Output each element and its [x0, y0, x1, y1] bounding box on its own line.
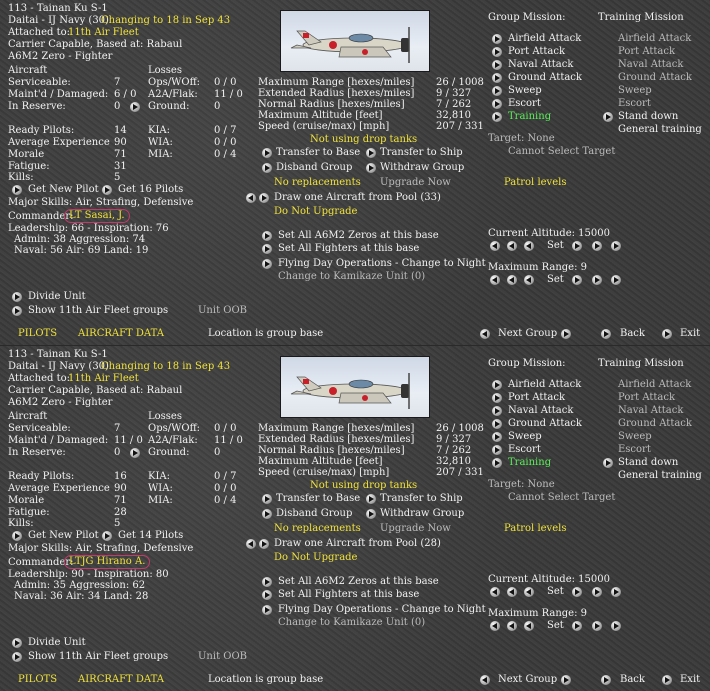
transfer-base-icon[interactable]	[262, 494, 272, 504]
mission-radio-icon[interactable]	[492, 458, 502, 468]
range-increase-icon[interactable]	[592, 275, 602, 285]
max-range: Maximum Range: 9	[488, 262, 588, 273]
morale-label: Morale	[8, 495, 45, 506]
range-increase-icon[interactable]	[572, 275, 582, 285]
show-groups-icon[interactable]	[12, 306, 22, 316]
reserve-label: In Reserve:	[8, 447, 66, 458]
mission-radio-icon[interactable]	[492, 73, 502, 83]
set-fighters-button[interactable]: Set All Fighters at this base	[278, 589, 420, 600]
changing-note: Changing to 18 in Sep 43	[101, 15, 231, 26]
spec-label: Speed (cruise/max) [mph]	[258, 121, 390, 132]
drop-tanks-note[interactable]: Not using drop tanks	[310, 134, 418, 145]
spec-value: 207 / 331	[436, 467, 484, 478]
kia-value: 0 / 7	[214, 471, 237, 482]
transfer-ship-icon[interactable]	[366, 494, 376, 504]
altitude-decrease-icon[interactable]	[524, 587, 534, 597]
avg-exp-value: 90	[114, 137, 127, 148]
attached-value[interactable]: 11th Air Fleet	[68, 27, 139, 38]
reserve-value: 0	[114, 447, 121, 458]
wia-label: WIA:	[148, 137, 173, 148]
mission-item[interactable]: Airfield Attack	[508, 379, 582, 390]
disband-icon[interactable]	[262, 509, 272, 519]
ready-pilots-label: Ready Pilots:	[8, 125, 75, 136]
unit-panel	[0, 0, 710, 345]
mission-radio-icon[interactable]	[492, 406, 502, 416]
carrier-info: Carrier Capable, Based at: Rabaul	[8, 39, 183, 50]
general-training[interactable]: General training	[618, 470, 702, 481]
range-increase-icon[interactable]	[572, 621, 582, 631]
kills-value: 5	[114, 518, 121, 529]
mission-item[interactable]: Escort	[508, 444, 541, 455]
spec-label: Maximum Altitude [feet]	[258, 456, 383, 467]
spec-label: Maximum Altitude [feet]	[258, 110, 383, 121]
admin-stats: Admin: 35 Aggression: 62	[14, 580, 146, 591]
next-group-button[interactable]: Next Group	[498, 674, 558, 685]
mission-radio-icon[interactable]	[492, 99, 502, 109]
divide-unit-button[interactable]: Divide Unit	[28, 637, 86, 648]
transfer-base-button[interactable]: Transfer to Base	[276, 493, 361, 504]
divide-unit-icon[interactable]	[12, 292, 22, 302]
morale-value: 71	[114, 149, 127, 160]
reserve-label: In Reserve:	[8, 101, 66, 112]
group-mission-value: Training Mission	[598, 12, 684, 23]
spec-label: Extended Radius [hexes/miles]	[258, 434, 415, 445]
get-pilots-button[interactable]: Get 14 Pilots	[118, 530, 184, 541]
morale-value: 71	[114, 495, 127, 506]
show-groups-button[interactable]: Show 11th Air Fleet groups	[28, 651, 169, 662]
secondary-mission-item[interactable]: Ground Attack	[618, 72, 692, 83]
spec-value: 26 / 1008	[436, 77, 484, 88]
stand-down-icon[interactable]	[603, 458, 613, 468]
transfer-ship-button[interactable]: Transfer to Ship	[380, 493, 463, 504]
ready-pilots-value: 16	[114, 471, 127, 482]
exit-icon[interactable]	[662, 329, 672, 339]
upgrade-now-button[interactable]: Upgrade Now	[380, 177, 451, 188]
secondary-mission-item[interactable]: Sweep	[618, 85, 652, 96]
avg-exp-value: 90	[114, 483, 127, 494]
maintd-value: 11 / 0	[114, 435, 143, 446]
mission-radio-icon[interactable]	[492, 60, 502, 70]
secondary-mission-item[interactable]: Ground Attack	[618, 418, 692, 429]
mission-item[interactable]: Escort	[508, 98, 541, 109]
pool-prev-icon[interactable]	[246, 539, 256, 549]
unit-org: Daitai - IJ Navy (30)	[8, 15, 109, 26]
mission-radio-icon[interactable]	[492, 419, 502, 429]
unit-oob-button[interactable]: Unit OOB	[198, 651, 248, 662]
unit-name: 113 - Tainan Ku S-1	[8, 3, 108, 14]
leadership-stats: Leadership: 90 - Inspiration: 80	[8, 569, 169, 580]
draw-pool-button[interactable]: Draw one Aircraft from Pool (28)	[274, 538, 441, 549]
avg-exp-label: Average Experience	[8, 137, 110, 148]
mission-item[interactable]: Training	[508, 457, 552, 468]
range-increase-icon[interactable]	[611, 621, 621, 631]
changing-note: Changing to 18 in Sep 43	[101, 361, 231, 372]
general-training[interactable]: General training	[618, 124, 702, 135]
unit-org: Daitai - IJ Navy (30)	[8, 361, 109, 372]
spec-value: 9 / 327	[436, 434, 472, 445]
location-note: Location is group base	[208, 328, 324, 339]
withdraw-button[interactable]: Withdraw Group	[380, 508, 465, 519]
draw-pool-button[interactable]: Draw one Aircraft from Pool (33)	[274, 192, 441, 203]
kamikaze-button[interactable]: Change to Kamikaze Unit (0)	[278, 617, 426, 628]
target-label: Target: None	[488, 133, 555, 144]
mission-radio-icon[interactable]	[492, 432, 502, 442]
altitude-increase-icon[interactable]	[611, 587, 621, 597]
get-pilots-icon[interactable]	[102, 531, 112, 541]
ready-pilots-value: 14	[114, 125, 127, 136]
pool-prev-icon[interactable]	[246, 193, 256, 203]
altitude-set-button[interactable]: Set	[547, 586, 564, 597]
no-replacements[interactable]: No replacements	[274, 523, 361, 534]
current-altitude: Current Altitude: 15000	[488, 574, 610, 585]
commander-name[interactable]: LTJG Hirano A.	[64, 555, 150, 569]
next-group-next-icon[interactable]	[561, 675, 571, 685]
withdraw-button[interactable]: Withdraw Group	[380, 162, 465, 173]
spec-label: Extended Radius [hexes/miles]	[258, 88, 415, 99]
exit-icon[interactable]	[662, 675, 672, 685]
altitude-decrease-icon[interactable]	[507, 587, 517, 597]
flying-day-button[interactable]: Flying Day Operations - Change to Night	[278, 258, 486, 269]
aircraft-type: A6M2 Zero - Fighter	[8, 51, 113, 62]
spec-value: 7 / 262	[436, 445, 472, 456]
spec-value: 7 / 262	[436, 99, 472, 110]
unit-panel	[0, 345, 710, 691]
unit-oob-button[interactable]: Unit OOB	[198, 305, 248, 316]
back-button[interactable]: Back	[620, 674, 645, 685]
serviceable-value: 7	[114, 77, 121, 88]
get-pilots-icon[interactable]	[102, 185, 112, 195]
patrol-levels-button[interactable]: Patrol levels	[504, 523, 567, 534]
spec-value: 9 / 327	[436, 88, 472, 99]
a2a-label: A2A/Flak:	[148, 435, 198, 446]
do-not-upgrade[interactable]: Do Not Upgrade	[274, 552, 358, 563]
ground-label: Ground:	[148, 101, 190, 112]
stand-down-button[interactable]: Stand down	[618, 111, 679, 122]
carrier-info: Carrier Capable, Based at: Rabaul	[8, 385, 183, 396]
spec-label: Speed (cruise/max) [mph]	[258, 467, 390, 478]
aircraft-header: Aircraft	[8, 411, 48, 422]
secondary-mission-item[interactable]: Naval Attack	[618, 59, 684, 70]
aircraft-data-button[interactable]: AIRCRAFT DATA	[78, 674, 164, 685]
spec-value: 32,810	[436, 110, 471, 121]
disband-button[interactable]: Disband Group	[276, 162, 353, 173]
secondary-mission-item[interactable]: Airfield Attack	[618, 379, 692, 390]
range-decrease-icon[interactable]	[507, 275, 517, 285]
mia-value: 0 / 4	[214, 495, 237, 506]
mission-radio-icon[interactable]	[492, 380, 502, 390]
reserve-arrow-icon[interactable]	[130, 448, 140, 458]
opswoff-label: Ops/WOff:	[148, 77, 201, 88]
show-groups-icon[interactable]	[12, 652, 22, 662]
range-increase-icon[interactable]	[611, 275, 621, 285]
max-range: Maximum Range: 9	[488, 608, 588, 619]
reserve-arrow-icon[interactable]	[130, 102, 140, 112]
transfer-ship-icon[interactable]	[366, 148, 376, 158]
mission-item[interactable]: Port Attack	[508, 46, 566, 57]
set-zeros-icon[interactable]	[262, 231, 272, 241]
attached-label: Attached to:	[8, 373, 70, 384]
fatigue-label: Fatigue:	[8, 507, 50, 518]
commander-label: Commander:	[8, 211, 74, 222]
mission-radio-icon[interactable]	[492, 47, 502, 57]
pool-next-icon[interactable]	[259, 193, 269, 203]
set-zeros-button[interactable]: Set All A6M2 Zeros at this base	[278, 230, 439, 241]
back-button[interactable]: Back	[620, 328, 645, 339]
kamikaze-button[interactable]: Change to Kamikaze Unit (0)	[278, 271, 426, 282]
altitude-decrease-icon[interactable]	[524, 241, 534, 251]
naval-stats: Naval: 56 Air: 69 Land: 19	[14, 245, 149, 256]
spec-label: Normal Radius [hexes/miles]	[258, 99, 405, 110]
mission-item[interactable]: Port Attack	[508, 392, 566, 403]
group-mission-label: Group Mission:	[488, 358, 566, 369]
aircraft-type: A6M2 Zero - Fighter	[8, 397, 113, 408]
group-mission-value: Training Mission	[598, 358, 684, 369]
mission-radio-icon[interactable]	[492, 445, 502, 455]
serviceable-label: Serviceable:	[8, 77, 71, 88]
kills-value: 5	[114, 172, 121, 183]
attached-label: Attached to:	[8, 27, 70, 38]
stand-down-button[interactable]: Stand down	[618, 457, 679, 468]
mission-item[interactable]: Ground Attack	[508, 72, 582, 83]
zero-fighter-icon	[281, 11, 429, 71]
mission-item[interactable]: Training	[508, 111, 552, 122]
withdraw-icon[interactable]	[366, 509, 376, 519]
spec-value: 26 / 1008	[436, 423, 484, 434]
pilots-button[interactable]: PILOTS	[18, 674, 58, 685]
mission-item[interactable]: Naval Attack	[508, 405, 574, 416]
secondary-mission-item[interactable]: Escort	[618, 444, 651, 455]
range-decrease-icon[interactable]	[490, 621, 500, 631]
aircraft-image	[280, 10, 430, 72]
a2a-label: A2A/Flak:	[148, 89, 198, 100]
group-mission-label: Group Mission:	[488, 12, 566, 23]
stand-down-icon[interactable]	[603, 112, 613, 122]
altitude-increase-icon[interactable]	[611, 241, 621, 251]
next-group-prev-icon[interactable]	[480, 675, 490, 685]
kia-value: 0 / 7	[214, 125, 237, 136]
zero-fighter-icon	[281, 357, 429, 417]
secondary-mission-item[interactable]: Sweep	[618, 431, 652, 442]
current-altitude: Current Altitude: 15000	[488, 228, 610, 239]
morale-label: Morale	[8, 149, 45, 160]
losses-header: Losses	[148, 65, 182, 76]
mission-item[interactable]: Sweep	[508, 431, 542, 442]
pool-next-icon[interactable]	[259, 539, 269, 549]
set-zeros-icon[interactable]	[262, 577, 272, 587]
spec-value: 207 / 331	[436, 121, 484, 132]
set-fighters-button[interactable]: Set All Fighters at this base	[278, 243, 420, 254]
set-fighters-icon[interactable]	[262, 244, 272, 254]
get-new-pilot-icon[interactable]	[12, 531, 22, 541]
next-group-prev-icon[interactable]	[480, 329, 490, 339]
divide-unit-icon[interactable]	[12, 638, 22, 648]
do-not-upgrade[interactable]: Do Not Upgrade	[274, 206, 358, 217]
losses-header: Losses	[148, 411, 182, 422]
disband-button[interactable]: Disband Group	[276, 508, 353, 519]
spec-label: Maximum Range [hexes/miles]	[258, 423, 415, 434]
wia-label: WIA:	[148, 483, 173, 494]
maintd-label: Maint'd / Damaged:	[8, 89, 109, 100]
ground-value: 0	[214, 101, 221, 112]
upgrade-now-button[interactable]: Upgrade Now	[380, 523, 451, 534]
drop-tanks-note[interactable]: Not using drop tanks	[310, 480, 418, 491]
aircraft-image	[280, 356, 430, 418]
secondary-mission-item[interactable]: Port Attack	[618, 392, 676, 403]
altitude-increase-icon[interactable]	[572, 587, 582, 597]
altitude-set-button[interactable]: Set	[547, 240, 564, 251]
mission-item[interactable]: Naval Attack	[508, 59, 574, 70]
mission-radio-icon[interactable]	[492, 34, 502, 44]
flying-day-button[interactable]: Flying Day Operations - Change to Night	[278, 604, 486, 615]
aircraft-header: Aircraft	[8, 65, 48, 76]
commander-name[interactable]: LT Sasai, J.	[64, 209, 130, 223]
secondary-mission-item[interactable]: Escort	[618, 98, 651, 109]
divide-unit-button[interactable]: Divide Unit	[28, 291, 86, 302]
altitude-increase-icon[interactable]	[592, 241, 602, 251]
location-note: Location is group base	[208, 674, 324, 685]
secondary-mission-item[interactable]: Airfield Attack	[618, 33, 692, 44]
ready-pilots-label: Ready Pilots:	[8, 471, 75, 482]
spec-label: Maximum Range [hexes/miles]	[258, 77, 415, 88]
mission-item[interactable]: Ground Attack	[508, 418, 582, 429]
exit-button[interactable]: Exit	[680, 674, 701, 685]
serviceable-label: Serviceable:	[8, 423, 71, 434]
altitude-increase-icon[interactable]	[572, 241, 582, 251]
next-group-button[interactable]: Next Group	[498, 328, 558, 339]
kills-label: Kills:	[8, 518, 34, 529]
a2a-value: 11 / 0	[214, 435, 243, 446]
get-new-pilot-button[interactable]: Get New Pilot	[28, 184, 99, 195]
ground-value: 0	[214, 447, 221, 458]
mission-radio-icon[interactable]	[492, 393, 502, 403]
fatigue-value: 28	[114, 507, 127, 518]
fatigue-value: 31	[114, 161, 127, 172]
target-label: Target: None	[488, 479, 555, 490]
back-icon[interactable]	[601, 329, 611, 339]
kia-label: KIA:	[148, 471, 171, 482]
altitude-decrease-icon[interactable]	[490, 587, 500, 597]
range-decrease-icon[interactable]	[490, 275, 500, 285]
aircraft-data-button[interactable]: AIRCRAFT DATA	[78, 328, 164, 339]
a2a-value: 11 / 0	[214, 89, 243, 100]
get-new-pilot-button[interactable]: Get New Pilot	[28, 530, 99, 541]
flying-day-icon[interactable]	[262, 259, 272, 269]
back-icon[interactable]	[601, 675, 611, 685]
avg-exp-label: Average Experience	[8, 483, 110, 494]
cannot-select-target: Cannot Select Target	[508, 146, 616, 157]
commander-label: Commander:	[8, 557, 74, 568]
leadership-stats: Leadership: 66 - Inspiration: 76	[8, 223, 169, 234]
pilots-button[interactable]: PILOTS	[18, 328, 58, 339]
wia-value: 0 / 0	[214, 483, 237, 494]
opswoff-value: 0 / 0	[214, 423, 237, 434]
range-set-button[interactable]: Set	[547, 274, 564, 285]
spec-value: 32,810	[436, 456, 471, 467]
no-replacements[interactable]: No replacements	[274, 177, 361, 188]
mission-radio-icon[interactable]	[492, 86, 502, 96]
secondary-mission-item[interactable]: Port Attack	[618, 46, 676, 57]
transfer-base-button[interactable]: Transfer to Base	[276, 147, 361, 158]
opswoff-label: Ops/WOff:	[148, 423, 201, 434]
mission-item[interactable]: Airfield Attack	[508, 33, 582, 44]
patrol-levels-button[interactable]: Patrol levels	[504, 177, 567, 188]
kills-label: Kills:	[8, 172, 34, 183]
mission-item[interactable]: Sweep	[508, 85, 542, 96]
withdraw-icon[interactable]	[366, 163, 376, 173]
get-new-pilot-icon[interactable]	[12, 185, 22, 195]
mia-label: MIA:	[148, 149, 173, 160]
naval-stats: Naval: 36 Air: 34 Land: 28	[14, 591, 149, 602]
transfer-ship-button[interactable]: Transfer to Ship	[380, 147, 463, 158]
mia-label: MIA:	[148, 495, 173, 506]
exit-button[interactable]: Exit	[680, 328, 701, 339]
unit-name: 113 - Tainan Ku S-1	[8, 349, 108, 360]
transfer-base-icon[interactable]	[262, 148, 272, 158]
get-pilots-button[interactable]: Get 16 Pilots	[118, 184, 184, 195]
ground-label: Ground:	[148, 447, 190, 458]
major-skills: Major Skills: Air, Strafing, Defensive	[8, 543, 194, 554]
wia-value: 0 / 0	[214, 137, 237, 148]
altitude-decrease-icon[interactable]	[507, 241, 517, 251]
flying-day-icon[interactable]	[262, 605, 272, 615]
spec-label: Normal Radius [hexes/miles]	[258, 445, 405, 456]
range-increase-icon[interactable]	[592, 621, 602, 631]
reserve-value: 0	[114, 101, 121, 112]
fatigue-label: Fatigue:	[8, 161, 50, 172]
disband-icon[interactable]	[262, 163, 272, 173]
altitude-increase-icon[interactable]	[592, 587, 602, 597]
maintd-label: Maint'd / Damaged:	[8, 435, 109, 446]
range-decrease-icon[interactable]	[507, 621, 517, 631]
opswoff-value: 0 / 0	[214, 77, 237, 88]
set-zeros-button[interactable]: Set All A6M2 Zeros at this base	[278, 576, 439, 587]
cannot-select-target: Cannot Select Target	[508, 492, 616, 503]
mia-value: 0 / 4	[214, 149, 237, 160]
attached-value[interactable]: 11th Air Fleet	[68, 373, 139, 384]
set-fighters-icon[interactable]	[262, 590, 272, 600]
altitude-decrease-icon[interactable]	[490, 241, 500, 251]
range-set-button[interactable]: Set	[547, 620, 564, 631]
admin-stats: Admin: 38 Aggression: 74	[14, 234, 146, 245]
serviceable-value: 7	[114, 423, 121, 434]
range-decrease-icon[interactable]	[524, 621, 534, 631]
secondary-mission-item[interactable]: Naval Attack	[618, 405, 684, 416]
next-group-next-icon[interactable]	[561, 329, 571, 339]
major-skills: Major Skills: Air, Strafing, Defensive	[8, 197, 194, 208]
maintd-value: 6 / 0	[114, 89, 137, 100]
range-decrease-icon[interactable]	[524, 275, 534, 285]
mission-radio-icon[interactable]	[492, 112, 502, 122]
kia-label: KIA:	[148, 125, 171, 136]
show-groups-button[interactable]: Show 11th Air Fleet groups	[28, 305, 169, 316]
